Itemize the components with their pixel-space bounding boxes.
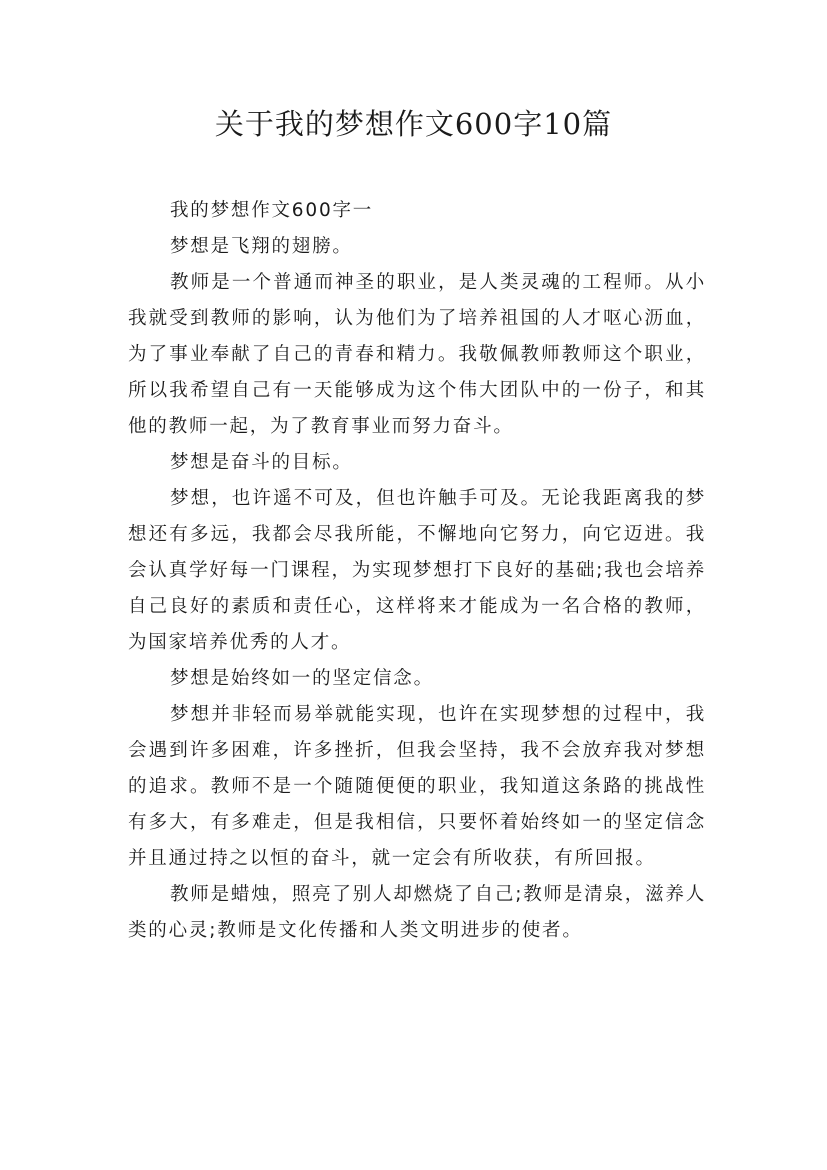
document-title: 关于我的梦想作文600字10篇 bbox=[214, 107, 613, 141]
paragraph-subtitle: 我的梦想作文600字一 bbox=[170, 200, 374, 221]
paragraph: 梦想并非轻而易举就能实现，也许在实现梦想的过程中，我会遇到许多困难，许多挫折，但我会坚持，我不会放弃我对梦想的追求。教师不是一个随随便便的职业，我知道这条路的挑战性有多大，有多难走，但是我相信，只要怀着始终如一的坚定信念并且通过持之以恒的奋斗，就一定会有所收获，有所回报。 bbox=[128, 704, 706, 869]
paragraph-heading-3: 梦想是始终如一的坚定信念。 bbox=[170, 668, 434, 689]
paragraph-heading-1: 梦想是飞翔的翅膀。 bbox=[170, 236, 353, 257]
paragraph: 教师是蜡烛，照亮了别人却燃烧了自己;教师是清泉，滋养人类的心灵;教师是文化传播和人类文明进步的使者。 bbox=[128, 884, 706, 941]
paragraph: 教师是一个普通而神圣的职业，是人类灵魂的工程师。从小我就受到教师的影响，认为他们为了培养祖国的人才呕心沥血，为了事业奉献了自己的青春和精力。我敬佩教师教师这个职业，所以我希望自己有一天能够成为这个伟大团队中的一份子，和其他的教师一起，为了教育事业而努力奋斗。 bbox=[128, 272, 706, 437]
paragraph: 梦想，也许遥不可及，但也许触手可及。无论我距离我的梦想还有多远，我都会尽我所能，不懈地向它努力，向它迈进。我会认真学好每一门课程，为实现梦想打下良好的基础;我也会培养自己良好的素质和责任心，这样将来才能成为一名合格的教师，为国家培养优秀的人才。 bbox=[128, 488, 706, 653]
paragraph-heading-2: 梦想是奋斗的目标。 bbox=[170, 452, 353, 473]
document-body bbox=[128, 193, 706, 949]
